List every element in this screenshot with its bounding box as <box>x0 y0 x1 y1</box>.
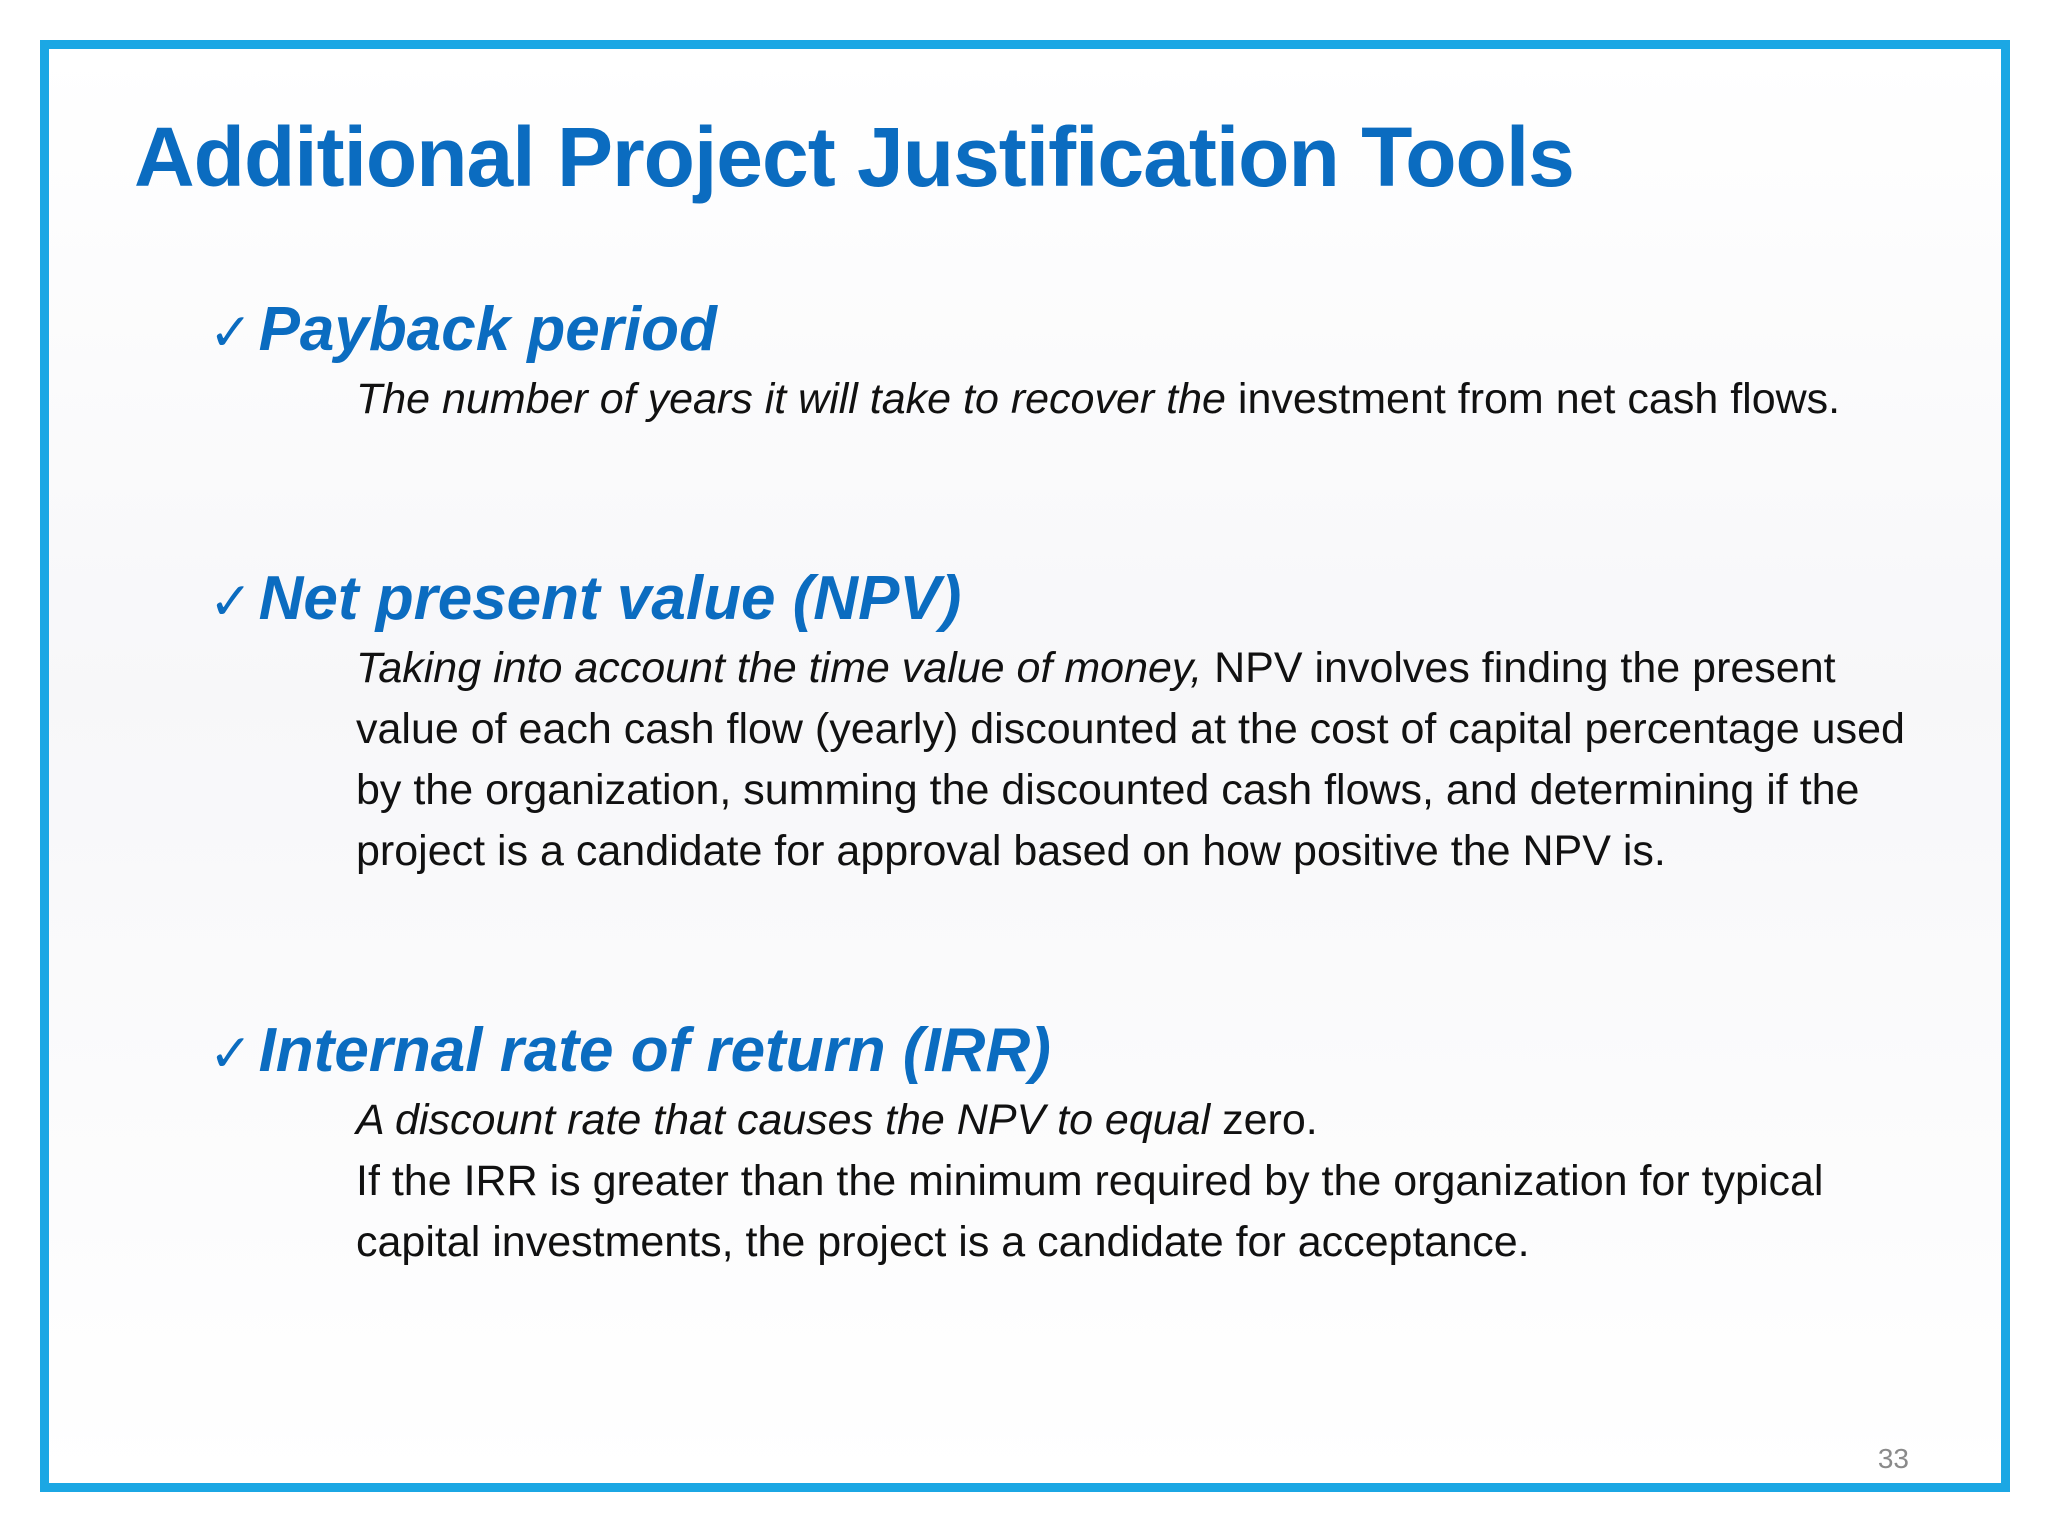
slide-title: Additional Project Justification Tools <box>134 110 1574 204</box>
check-icon: ✓ <box>209 303 253 363</box>
item-body <box>356 1090 1916 1273</box>
item-paragraph <box>356 1090 1916 1151</box>
item-italic-text: The number of years it will take to recover the <box>356 375 1226 423</box>
item-body <box>356 638 1916 882</box>
item-heading <box>209 1015 1849 1086</box>
item-paragraph <box>356 638 1916 882</box>
item-italic-text: Taking into account the time value of money, <box>356 644 1203 692</box>
item-text: zero. <box>1210 1096 1318 1144</box>
item-body <box>356 369 1916 430</box>
item-heading <box>209 294 1849 365</box>
item-heading-text: Internal rate of return (IRR) <box>258 1016 1051 1085</box>
item-irr <box>209 1015 1849 1273</box>
item-paragraph <box>356 1151 1916 1273</box>
item-text: NPV involves finding the present value of each cash flow (yearly) discounted at the cost of capital percentage used by the organization, summing the discounted cash flows, and determining if the project is a candidate for approval based on how positive the NPV is. <box>356 644 1905 875</box>
check-icon: ✓ <box>209 1024 253 1084</box>
item-paragraph <box>356 369 1916 430</box>
item-heading-text: Payback period <box>258 295 717 364</box>
check-icon: ✓ <box>209 572 253 632</box>
slide <box>40 40 2010 1492</box>
item-heading-text: Net present value (NPV) <box>258 564 962 633</box>
item-npv <box>209 563 1905 882</box>
item-text: If the IRR is greater than the minimum required by the organization for typical capital investments, the project is a candidate for acceptance. <box>356 1157 1824 1266</box>
page-number: 33 <box>1877 1443 1909 1474</box>
item-payback-period <box>209 294 1849 430</box>
item-italic-text: A discount rate that causes the NPV to equal <box>356 1096 1211 1144</box>
item-heading <box>209 563 1849 634</box>
item-text: investment from net cash flows. <box>1225 375 1841 423</box>
